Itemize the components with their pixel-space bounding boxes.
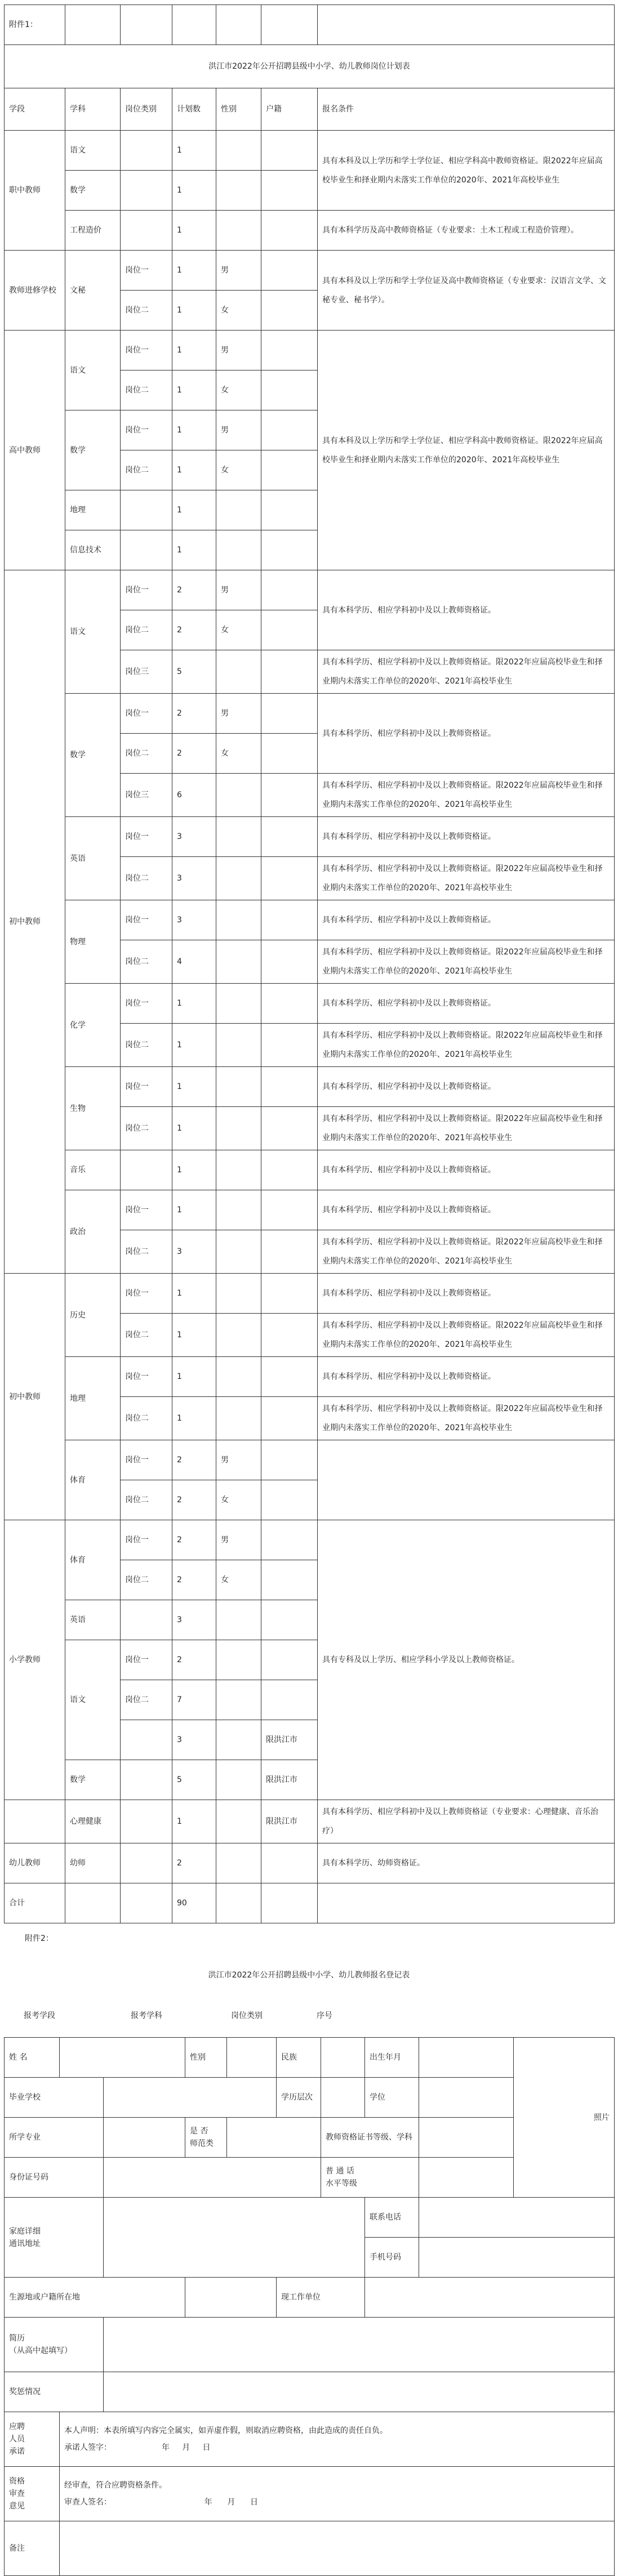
table-row	[5, 900, 615, 940]
category-cell: 岗位一	[121, 1520, 172, 1560]
hukou-cell: 限洪江市	[261, 1760, 318, 1800]
group-cell: 幼儿教师	[5, 1843, 65, 1883]
name-field[interactable]	[60, 2038, 185, 2078]
requirement-cell: 具有本科学历、相应学科初中及以上教师资格证。限2022年应届高校毕业生和择业期内未落实工作单位的2020年、2021年高校毕业生	[318, 1314, 615, 1357]
birth-field[interactable]	[419, 2038, 514, 2078]
sex-cell: 男	[216, 694, 261, 734]
table-row	[5, 1800, 615, 1843]
birth-label: 出生年月	[365, 2038, 419, 2078]
subject-cell: 语文	[65, 131, 121, 171]
requirement-cell: 具有本科及以上学历和学士学位证、相应学科高中教师资格证。限2022年应届高校毕业生和择业期内未落实工作单位的2020年、2021年高校毕业生	[318, 331, 615, 570]
page	[0, 5, 618, 2576]
plan-cell: 1	[172, 1357, 216, 1397]
plan-cell: 1	[172, 1190, 216, 1230]
plan-cell: 1	[172, 1397, 216, 1440]
requirement-cell: 具有本科学历、相应学科初中及以上教师资格证。	[318, 1067, 615, 1107]
requirement-cell: 具有本科学历、相应学科初中及以上教师资格证。	[318, 900, 615, 940]
subject-cell: 生物	[65, 1067, 121, 1150]
plan-cell: 2	[172, 694, 216, 734]
category-cell: 岗位一	[121, 1640, 172, 1680]
applicant-label: 应聘 人员 承诺	[5, 2412, 60, 2467]
category-cell: 岗位一	[121, 1274, 172, 1314]
degree-field[interactable]	[419, 2078, 514, 2118]
total-value: 90	[172, 1883, 216, 1923]
category-cell: 岗位二	[121, 1480, 172, 1520]
header-cell: 户籍	[261, 88, 318, 131]
plan-cell: 1	[172, 530, 216, 570]
work-field[interactable]	[365, 2278, 615, 2318]
plan-cell: 4	[172, 940, 216, 984]
plan-cell: 5	[172, 1760, 216, 1800]
category-cell: 岗位三	[121, 650, 172, 694]
sex-cell: 女	[216, 370, 261, 410]
plan-cell: 2	[172, 1843, 216, 1883]
plan-cell: 1	[172, 251, 216, 291]
work-label: 现工作单位	[277, 2278, 365, 2318]
header-cell: 学段	[5, 88, 65, 131]
plan-cell: 1	[172, 984, 216, 1024]
category-cell: 岗位一	[121, 817, 172, 857]
plan-cell: 2	[172, 570, 216, 610]
reward-field[interactable]	[104, 2372, 615, 2412]
plan-cell: 1	[172, 490, 216, 530]
group-cell: 高中教师	[5, 331, 65, 570]
cert-label: 教师资格证书等级、学科	[321, 2118, 419, 2158]
attachment1-label: 附件1：	[5, 5, 65, 45]
plan-cell: 2	[172, 1640, 216, 1680]
hukou-label: 生源地或户籍所在地	[5, 2278, 185, 2318]
plan-cell: 3	[172, 1600, 216, 1640]
plan-cell: 1	[172, 1800, 216, 1843]
requirement-cell: 具有本科学历、相应学科初中及以上教师资格证。	[318, 1190, 615, 1230]
header-cell: 性别	[216, 88, 261, 131]
degree-level-field[interactable]	[321, 2078, 365, 2118]
category-cell: 岗位二	[121, 1680, 172, 1720]
subject-cell: 物理	[65, 900, 121, 984]
attachment2-title: 洪江市2022年公开招聘县级中小学、幼儿教师报名登记表	[208, 1971, 410, 1980]
mobile-label: 手机号码	[365, 2238, 419, 2278]
category-cell: 岗位三	[121, 774, 172, 817]
table-row	[5, 1440, 615, 1480]
major-field[interactable]	[104, 2118, 185, 2158]
plan-cell: 1	[172, 450, 216, 490]
requirement-cell: 具有本科学历、相应学科初中及以上教师资格证。	[318, 817, 615, 857]
plan-cell: 1	[172, 1314, 216, 1357]
subject-cell: 语文	[65, 1640, 121, 1760]
category-cell: 岗位二	[121, 1397, 172, 1440]
cert-field[interactable]	[419, 2118, 514, 2158]
table-row	[5, 984, 615, 1024]
addr-label: 家庭详细 通讯地址	[5, 2198, 104, 2278]
table-row	[5, 817, 615, 857]
requirement-cell: 具有本科学历、相应学科初中及以上教师资格证。限2022年应届高校毕业生和择业期内未落实工作单位的2020年、2021年高校毕业生	[318, 857, 615, 900]
requirement-cell: 具有本科学历、相应学科初中及以上教师资格证。限2022年应届高校毕业生和择业期内未落实工作单位的2020年、2021年高校毕业生	[318, 1024, 615, 1067]
subject-cell: 数学	[65, 1760, 121, 1800]
plan-cell: 7	[172, 1680, 216, 1720]
category-cell: 岗位二	[121, 370, 172, 410]
total-row	[5, 1883, 615, 1923]
table-row	[5, 331, 615, 370]
category-cell: 岗位一	[121, 694, 172, 734]
category-cell: 岗位一	[121, 410, 172, 450]
school-field[interactable]	[104, 2078, 277, 2118]
applicant-sign: 承诺人签字： 年 月 日	[64, 2443, 211, 2452]
category-cell: 岗位二	[121, 857, 172, 900]
sex-label: 性别	[185, 2038, 227, 2078]
subject-cell: 英语	[65, 1600, 121, 1640]
requirement-cell: 具有本科学历及高中教师资格证（专业要求：土木工程或工程造价管理）。	[318, 211, 615, 251]
contact-label: 联系电话	[365, 2198, 419, 2238]
plan-cell: 3	[172, 1230, 216, 1274]
hukou-field[interactable]	[185, 2278, 277, 2318]
plan-table	[4, 5, 615, 1923]
category-cell: 岗位一	[121, 570, 172, 610]
plan-cell: 2	[172, 1520, 216, 1560]
degree-level-label: 学历层次	[277, 2078, 321, 2118]
subject-cell: 工程造价	[65, 211, 121, 251]
table-row	[5, 131, 615, 171]
review-sign: 审查人签名： 年 月 日	[64, 2498, 259, 2507]
plan-cell: 3	[172, 900, 216, 940]
addr-field[interactable]	[104, 2198, 365, 2278]
requirement-cell: 具有本科学历、相应学科初中及以上教师资格证。	[318, 984, 615, 1024]
register-fields	[0, 1995, 618, 2035]
table-row	[5, 570, 615, 610]
header-cell: 学科	[65, 88, 121, 131]
requirement-cell: 具有本科学历、相应学科初中及以上教师资格证。	[318, 1150, 615, 1190]
sex-cell: 男	[216, 410, 261, 450]
header-cell: 报名条件	[318, 88, 615, 131]
field-label: 报考学段	[24, 2011, 55, 2020]
subject-cell: 地理	[65, 1357, 121, 1440]
table-row	[5, 1274, 615, 1314]
category-cell: 岗位一	[121, 331, 172, 370]
requirement-cell: 具有本科学历、相应学科初中及以上教师资格证。限2022年应届高校毕业生和择业期内未落实工作单位的2020年、2021年高校毕业生	[318, 650, 615, 694]
requirement-cell: 具有本科学历、相应学科初中及以上教师资格证。限2022年应届高校毕业生和择业期内未落实工作单位的2020年、2021年高校毕业生	[318, 1107, 615, 1150]
sex-cell: 女	[216, 291, 261, 331]
group-cell: 小学教师	[5, 1520, 65, 1800]
category-cell: 岗位二	[121, 940, 172, 984]
requirement-cell: 具有专科及以上学历、相应学科小学及以上教师资格证。	[318, 1520, 615, 1800]
category-cell: 岗位二	[121, 1230, 172, 1274]
group-cell: 初中教师	[5, 570, 65, 1274]
plan-cell: 2	[172, 1480, 216, 1520]
category-cell: 岗位二	[121, 450, 172, 490]
subject-cell: 音乐	[65, 1150, 121, 1190]
normal-field[interactable]	[227, 2118, 321, 2158]
plan-cell: 2	[172, 1560, 216, 1600]
plan-cell: 1	[172, 171, 216, 211]
table-row	[5, 1520, 615, 1560]
subject-cell: 地理	[65, 490, 121, 530]
sex-cell: 女	[216, 450, 261, 490]
category-cell: 岗位一	[121, 1357, 172, 1397]
category-cell: 岗位二	[121, 1024, 172, 1067]
subject-cell: 历史	[65, 1274, 121, 1357]
applicant-text: 本人声明：本表所填写内容完全属实，如弄虚作假，则取消应聘资格，由此造成的责任自负。	[64, 2426, 388, 2435]
requirement-cell: 具有本科及以上学历和学士学位证、相应学科高中教师资格证。限2022年应届高校毕业生和择业期内未落实工作单位的2020年、2021年高校毕业生	[318, 131, 615, 211]
category-cell: 岗位二	[121, 1107, 172, 1150]
group-cell: 初中教师	[5, 1274, 65, 1520]
plan-cell: 1	[172, 131, 216, 171]
normal-label: 是 否 师范类	[185, 2118, 227, 2158]
category-cell: 岗位一	[121, 1190, 172, 1230]
register-table	[4, 2037, 615, 2576]
major-label: 所学专业	[5, 2118, 104, 2158]
table-row	[5, 1843, 615, 1883]
requirement-cell: 具有本科学历、相应学科初中及以上教师资格证。	[318, 1357, 615, 1397]
field-label: 报考学科	[131, 2011, 162, 2020]
sex-cell: 女	[216, 1480, 261, 1520]
category-cell: 岗位一	[121, 984, 172, 1024]
mobile-field[interactable]	[419, 2238, 615, 2278]
mandarin-field[interactable]	[419, 2158, 514, 2198]
sex-cell: 男	[216, 570, 261, 610]
requirement-cell: 具有本科学历、相应学科初中及以上教师资格证。限2022年应届高校毕业生和择业期内未落实工作单位的2020年、2021年高校毕业生	[318, 1397, 615, 1440]
review-label: 资格 审查 意见	[5, 2467, 60, 2521]
sex-cell: 女	[216, 610, 261, 650]
header-cell: 岗位类别	[121, 88, 172, 131]
idcard-label: 身份证号码	[5, 2158, 104, 2198]
table-row	[5, 251, 615, 291]
subject-cell: 英语	[65, 817, 121, 900]
degree-label: 学位	[365, 2078, 419, 2118]
plan-cell: 1	[172, 370, 216, 410]
category-cell: 岗位一	[121, 1440, 172, 1480]
requirement-cell: 具有本科学历、相应学科初中及以上教师资格证。限2022年应届高校毕业生和择业期内未落实工作单位的2020年、2021年高校毕业生	[318, 940, 615, 984]
subject-cell: 语文	[65, 331, 121, 410]
plan-cell: 3	[172, 1720, 216, 1760]
table-row	[5, 1190, 615, 1230]
sex-field[interactable]	[227, 2038, 277, 2078]
category-cell: 岗位一	[121, 251, 172, 291]
remark-field[interactable]	[60, 2521, 615, 2576]
hukou-cell: 限洪江市	[261, 1800, 318, 1843]
group-cell: 教师进修学校	[5, 251, 65, 331]
contact-field[interactable]	[419, 2198, 615, 2238]
sex-cell: 男	[216, 331, 261, 370]
subject-cell: 数学	[65, 171, 121, 211]
plan-cell: 1	[172, 291, 216, 331]
subject-cell: 文秘	[65, 251, 121, 331]
plan-cell: 1	[172, 1067, 216, 1107]
sex-cell: 男	[216, 251, 261, 291]
subject-cell: 语文	[65, 570, 121, 694]
field-label: 序号	[317, 2011, 332, 2020]
category-cell: 岗位一	[121, 1067, 172, 1107]
requirement-cell: 具有本科学历、相应学科初中及以上教师资格证。限2022年应届高校毕业生和择业期内未落实工作单位的2020年、2021年高校毕业生	[318, 1230, 615, 1274]
sex-cell: 女	[216, 734, 261, 774]
plan-cell: 3	[172, 817, 216, 857]
plan-cell: 2	[172, 1440, 216, 1480]
category-cell: 岗位二	[121, 291, 172, 331]
category-cell: 岗位二	[121, 734, 172, 774]
idcard-field[interactable]	[104, 2158, 321, 2198]
photo-cell: 照片	[514, 2038, 615, 2198]
plan-cell: 1	[172, 1107, 216, 1150]
field-label: 岗位类别	[231, 2011, 263, 2020]
table-row	[5, 1067, 615, 1107]
plan-cell: 3	[172, 857, 216, 900]
school-label: 毕业学校	[5, 2078, 104, 2118]
table-row	[5, 1150, 615, 1190]
subject-cell: 体育	[65, 1440, 121, 1520]
subject-cell: 政治	[65, 1190, 121, 1274]
header-cell: 计划数	[172, 88, 216, 131]
category-cell: 岗位二	[121, 1314, 172, 1357]
ethnic-label: 民族	[277, 2038, 321, 2078]
plan-cell: 6	[172, 774, 216, 817]
resume-label: 简历 （从高中起填写）	[5, 2318, 104, 2372]
attachment1-title: 洪江市2022年公开招聘县级中小学、幼儿教师岗位计划表	[5, 45, 615, 88]
sex-cell: 男	[216, 1440, 261, 1480]
remark-label: 备注	[5, 2521, 60, 2576]
category-cell: 岗位二	[121, 610, 172, 650]
subject-cell: 心理健康	[65, 1800, 121, 1843]
requirement-cell: 具有本科学历、相应学科初中及以上教师资格证（专业要求：心理健康、音乐治疗）	[318, 1800, 615, 1843]
plan-cell: 1	[172, 1274, 216, 1314]
requirement-cell: 具有本科学历、相应学科初中及以上教师资格证。	[318, 570, 615, 650]
category-cell: 岗位一	[121, 900, 172, 940]
plan-cell: 2	[172, 734, 216, 774]
requirement-cell: 具有本科学历、相应学科初中及以上教师资格证。	[318, 1274, 615, 1314]
sex-cell: 女	[216, 1560, 261, 1600]
plan-cell: 1	[172, 1024, 216, 1067]
name-label: 姓 名	[5, 2038, 60, 2078]
sex-cell: 男	[216, 1520, 261, 1560]
reward-label: 奖惩情况	[5, 2372, 104, 2412]
table-row	[5, 694, 615, 734]
attachment2-label: 附件2：	[25, 1934, 54, 1943]
ethnic-field[interactable]	[321, 2038, 365, 2078]
requirement-cell: 具有本科学历、幼师资格证。	[318, 1843, 615, 1883]
subject-cell: 数学	[65, 410, 121, 490]
plan-cell: 5	[172, 650, 216, 694]
total-label: 合计	[5, 1883, 65, 1923]
table-row	[5, 1357, 615, 1397]
review-text: 经审查，符合应聘资格条件。	[64, 2481, 167, 2490]
plan-cell: 1	[172, 211, 216, 251]
plan-cell: 1	[172, 410, 216, 450]
category-cell: 岗位二	[121, 1560, 172, 1600]
subject-cell: 体育	[65, 1520, 121, 1600]
subject-cell: 幼师	[65, 1843, 121, 1883]
mandarin-label: 普 通 话 水平等级	[321, 2158, 419, 2198]
subject-cell: 信息技术	[65, 530, 121, 570]
table-row	[5, 211, 615, 251]
plan-cell: 1	[172, 1150, 216, 1190]
subject-cell: 数学	[65, 694, 121, 817]
subject-cell: 化学	[65, 984, 121, 1067]
group-cell: 职中教师	[5, 131, 65, 251]
requirement-cell: 具有本科学历、相应学科初中及以上教师资格证。限2022年应届高校毕业生和择业期内未落实工作单位的2020年、2021年高校毕业生	[318, 774, 615, 817]
hukou-cell: 限洪江市	[261, 1720, 318, 1760]
plan-cell: 2	[172, 610, 216, 650]
requirement-cell: 具有本科学历、相应学科初中及以上教师资格证。	[318, 694, 615, 774]
requirement-cell: 具有本科及以上学历和学士学位证及高中教师资格证（专业要求：汉语言文学、文秘专业、秘书学）。	[318, 251, 615, 331]
table-header	[5, 88, 615, 131]
resume-field[interactable]	[104, 2318, 615, 2372]
plan-cell: 1	[172, 331, 216, 370]
